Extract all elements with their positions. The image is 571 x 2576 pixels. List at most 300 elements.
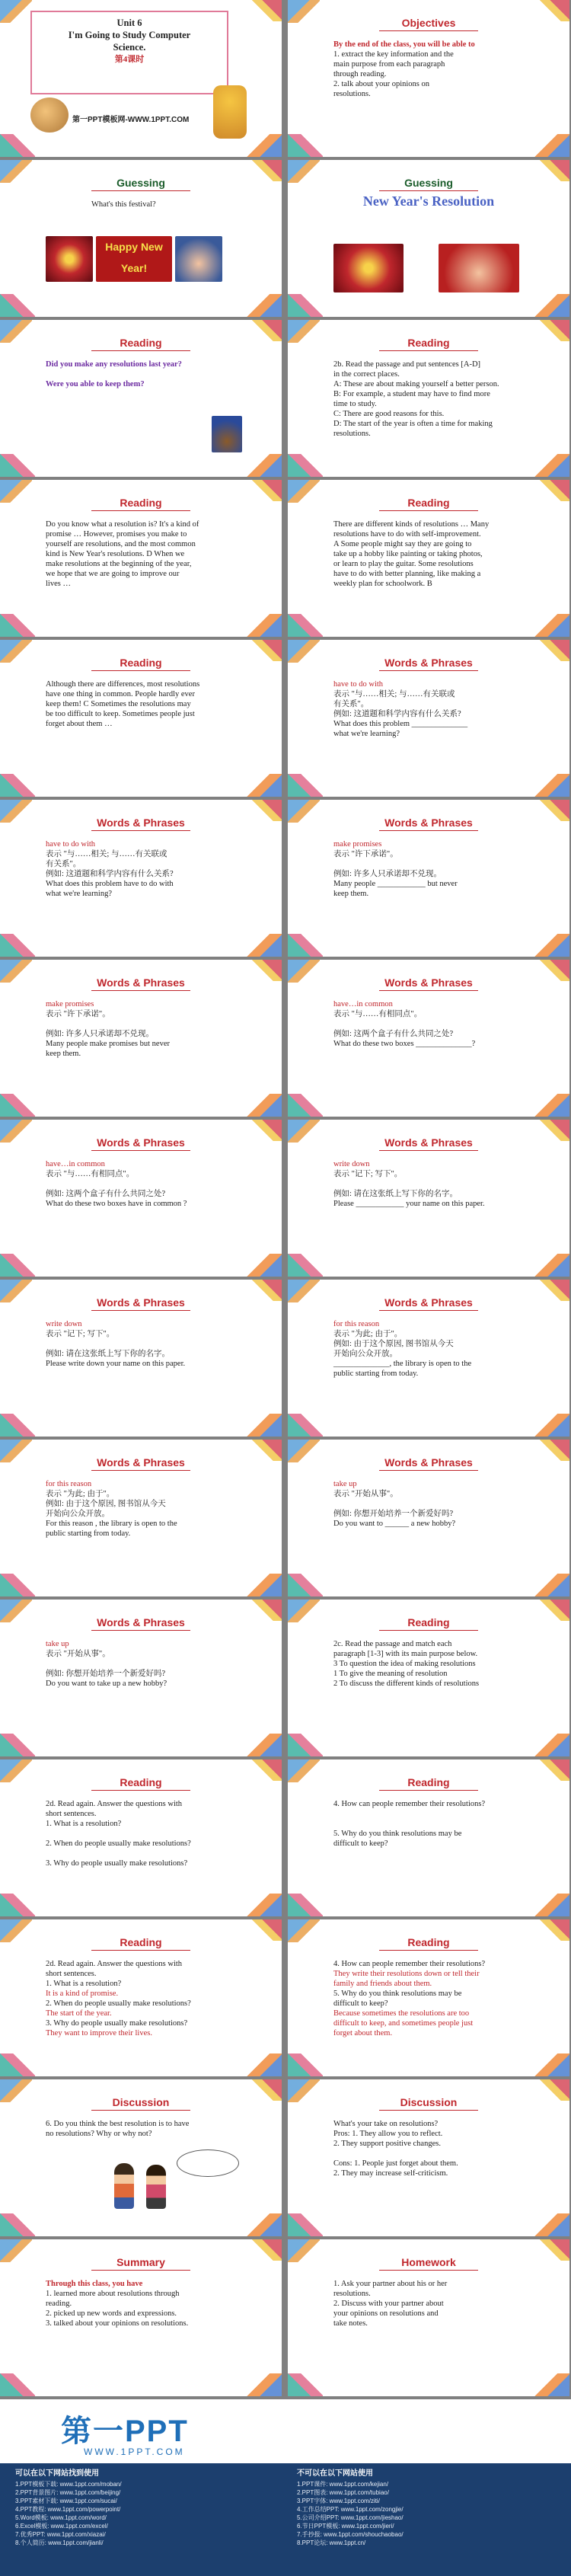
- slide-text-line: Although there are differences, most resolutions: [46, 680, 200, 689]
- slide-text-line: Please write down your name on this paper.: [46, 1360, 186, 1368]
- footer-link[interactable]: 2.PPT背景图片: www.1ppt.com/beijing/: [15, 2489, 121, 2496]
- slide-12[interactable]: [288, 800, 569, 957]
- decor-corner: [0, 454, 35, 477]
- slide-25[interactable]: [0, 1919, 282, 2076]
- footer-link[interactable]: 6.Excel模板: www.1ppt.com/excel/: [15, 2523, 108, 2530]
- decor-corner: [534, 2373, 569, 2396]
- decor-corner: [288, 1894, 323, 1916]
- slide-text-line: have…in common: [333, 1000, 393, 1008]
- slide-text-line: 1. Ask your partner about his or her: [333, 2280, 448, 2288]
- slide-body: [46, 1799, 260, 1868]
- decor-corner: [247, 1094, 282, 1117]
- slide-text-line: 例如: 你想开始培养一个新爱好吗?: [333, 1510, 454, 1518]
- decor-corner: [247, 454, 282, 477]
- slide-text-line: 表示 "许下承诺"。: [46, 1010, 110, 1018]
- decor-corner: [288, 1414, 323, 1437]
- title-underline: [91, 190, 190, 191]
- slide-body: [333, 999, 548, 1049]
- slide-text-line: 表示 "为此; 由于"。: [333, 1330, 403, 1338]
- slide-body: [333, 1799, 548, 1849]
- footer-link[interactable]: 4.工作总结PPT: www.1ppt.com/zongjie/: [297, 2506, 404, 2513]
- title-underline: [379, 350, 478, 351]
- slide-text-line: ______________, the library is open to the: [333, 1360, 472, 1368]
- slide-title: Words & Phrases: [97, 817, 185, 829]
- slide-text-line: forget about them …: [46, 720, 113, 728]
- title-underline: [91, 1630, 190, 1631]
- decor-corner: [0, 2053, 35, 2076]
- slide-text-line: take up: [333, 1480, 357, 1488]
- footer-link[interactable]: 6.节日PPT模板: www.1ppt.com/jieri/: [297, 2523, 394, 2530]
- slide-body: [333, 1959, 548, 2038]
- slide-text-line: [46, 1179, 260, 1189]
- footer-link[interactable]: 8.个人简历: www.1ppt.com/jianli/: [15, 2539, 104, 2546]
- decor-corner: [0, 934, 35, 957]
- slide-title: Words & Phrases: [384, 817, 473, 829]
- slide-text-line: [46, 1339, 260, 1349]
- decor-corner: [0, 294, 35, 317]
- decor-corner: [247, 1414, 282, 1437]
- slide-body: [333, 40, 548, 99]
- slide-title: Words & Phrases: [384, 1296, 473, 1309]
- title-underline: [379, 1790, 478, 1791]
- slide-text-line: resolutions.: [333, 2290, 371, 2298]
- slide-title: Words & Phrases: [384, 1456, 473, 1469]
- slide-9[interactable]: [0, 640, 282, 797]
- footer-link[interactable]: 8.PPT论坛: www.1ppt.cn/: [297, 2539, 366, 2546]
- slide-27[interactable]: [0, 2079, 282, 2236]
- decor-corner: [247, 934, 282, 957]
- slide-body: [46, 2279, 260, 2328]
- slide-text-line: B: For example, a student may have to find more: [333, 390, 490, 398]
- decor-corner: [0, 1094, 35, 1117]
- slide-22[interactable]: [288, 1600, 569, 1756]
- slide-text-line: By the end of the class, you will be able to: [333, 40, 475, 49]
- slide-body: [46, 1159, 260, 1209]
- slide-body: [46, 1959, 260, 2038]
- slide-text-line: 例如: 这两个盒子有什么共同之处?: [46, 1190, 166, 1198]
- slide-text-line: 2d. Read again. Answer the questions with: [46, 1800, 183, 1808]
- slide-text-line: 表示 "与……相关; 与……有关联或: [46, 850, 167, 858]
- slide-text-line: have to do with: [333, 680, 384, 689]
- slide-text-line: 2. talk about your opinions on: [333, 80, 429, 88]
- slide-19[interactable]: [0, 1440, 282, 1596]
- decor-corner: [247, 2213, 282, 2236]
- slide-text-line: Many people ____________ but never: [333, 880, 458, 888]
- slide-text-line: we hope that we are going to improve our: [46, 570, 180, 578]
- decor-corner: [288, 2373, 323, 2396]
- slide-title: Reading: [407, 1936, 450, 1948]
- slide-body: [333, 2279, 548, 2328]
- slide-text-line: keep them.: [333, 890, 369, 898]
- slide-text-line: [46, 369, 260, 379]
- slide-text-line: keep them.: [46, 1050, 81, 1058]
- slide-text-line: 4. How can people remember their resolutions?: [333, 1960, 486, 1968]
- slide-title: Reading: [120, 657, 162, 669]
- decor-corner: [0, 1734, 35, 1756]
- cover-line: Unit 6: [116, 18, 142, 28]
- slide-13[interactable]: [0, 960, 282, 1117]
- cartoon-animals-image: [30, 97, 69, 133]
- title-underline: [91, 830, 190, 831]
- decor-corner: [247, 134, 282, 157]
- slide-text-line: 2 To discuss the different kinds of resolutions: [333, 1680, 480, 1688]
- decor-corner: [251, 0, 282, 21]
- slide-title: Homework: [401, 2256, 456, 2268]
- slide-text-line: C: There are good reasons for this.: [333, 410, 445, 418]
- slide-10[interactable]: [288, 640, 569, 797]
- slide-text-line: Pros: 1. They allow you to reflect.: [333, 2130, 443, 2138]
- decor-corner: [0, 614, 35, 637]
- slide-text-line: 有关系"。: [46, 860, 81, 868]
- slide-text-line: What's your take on resolutions?: [333, 2120, 439, 2128]
- slide-text-line: main purpose from each paragraph: [333, 60, 445, 69]
- slide-text-line: [333, 1809, 548, 1819]
- decor-corner: [288, 454, 323, 477]
- slide-text-line: 3. Why do people usually make resolutions?: [46, 2019, 188, 2028]
- slide-text-line: 表示 "为此; 由于"。: [46, 1490, 115, 1498]
- slide-29[interactable]: [0, 2239, 282, 2396]
- slide-text-line: 表示 "与……相关; 与……有关联或: [333, 690, 455, 698]
- slide-7[interactable]: [0, 480, 282, 637]
- decor-corner: [0, 134, 35, 157]
- slide-text-line: write down: [333, 1160, 370, 1168]
- title-underline: [379, 830, 478, 831]
- cartoon-kids-image: [175, 236, 222, 282]
- slide-17[interactable]: [0, 1280, 282, 1437]
- slide-3[interactable]: [0, 160, 282, 317]
- slide-text-line: [333, 859, 548, 869]
- slide-text-line: 2. When do people usually make resolutions?: [46, 1839, 191, 1848]
- decor-corner: [0, 1574, 35, 1596]
- slide-text-line: 2b. Read the passage and put sentences [A-D]: [333, 360, 481, 369]
- slide-title: Words & Phrases: [97, 1456, 185, 1469]
- slide-16[interactable]: [288, 1120, 569, 1277]
- slide-body: [333, 1479, 548, 1529]
- slide-body: [46, 1319, 260, 1369]
- slide-text-line: [46, 1659, 260, 1669]
- decor-corner: [534, 774, 569, 797]
- slide-23[interactable]: [0, 1759, 282, 1916]
- slide-text-line: Did you make any resolutions last year?: [46, 360, 182, 369]
- slide-text-line: short sentences.: [46, 1810, 97, 1818]
- slide-28[interactable]: [288, 2079, 569, 2236]
- slide-text-line: 表示 "与……有相同点"。: [46, 1170, 135, 1178]
- decor-corner: [247, 1894, 282, 1916]
- slide-text-line: Do you want to take up a new hobby?: [46, 1680, 167, 1688]
- slide-title: Words & Phrases: [97, 976, 185, 989]
- slide-title: Words & Phrases: [384, 1136, 473, 1149]
- slide-text-line: make promises: [46, 1000, 94, 1008]
- slide-body: [46, 679, 260, 729]
- slide-11[interactable]: [0, 800, 282, 957]
- footer-link[interactable]: 7.优秀PPT: www.1ppt.com/xiazai/: [15, 2531, 106, 2538]
- slide-text-line: have to do with: [46, 840, 96, 849]
- slide-text-line: 2. When do people usually make resolutions?: [46, 1999, 191, 2008]
- slide-text-line: public starting from today.: [333, 1369, 419, 1378]
- decor-corner: [247, 2053, 282, 2076]
- slide-text-line: 例如: 你想开始培养一个新爱好吗?: [46, 1670, 166, 1678]
- slide-text-line: have one thing in common. People hardly ever: [46, 690, 195, 698]
- slide-text-line: 1. learned more about resolutions through: [46, 2290, 180, 2298]
- student-boy-image: [114, 2163, 134, 2209]
- slide-text-line: There are different kinds of resolutions … Many: [333, 520, 490, 529]
- slide-text-line: or learn to play the guitar. Some resolutions: [333, 560, 474, 568]
- decor-corner: [288, 2213, 323, 2236]
- slide-text-line: 有关系"。: [333, 700, 369, 708]
- slide-body: [46, 519, 260, 589]
- footer-link[interactable]: 5.Word模板: www.1ppt.com/word/: [15, 2514, 107, 2521]
- slide-1[interactable]: [0, 0, 282, 157]
- decor-corner: [288, 1574, 323, 1596]
- slide-text-line: 表示 "记下; 写下"。: [333, 1170, 403, 1178]
- decor-corner: [247, 2373, 282, 2396]
- slide-title: Reading: [120, 337, 162, 349]
- slide-text-line: 例如: 这道题和科学内容有什么关系?: [46, 870, 174, 878]
- slide-text-line: 2. They may increase self-criticism.: [333, 2169, 448, 2178]
- slide-title: Reading: [407, 497, 450, 509]
- slide-text-line: difficult to keep?: [333, 1999, 388, 2008]
- cartoon-giraffe-image: [213, 85, 247, 139]
- slide-text-line: resolutions.: [333, 430, 371, 438]
- footer-link[interactable]: 1.PPT课件: www.1ppt.com/kejian/: [297, 2481, 389, 2488]
- footer-ad: [0, 2399, 571, 2576]
- slide-text-line: A Some people might say they are going to: [333, 540, 472, 548]
- slide-text-line: have to do with better planning, like making a: [333, 570, 481, 578]
- footer-link[interactable]: 4.PPT教程: www.1ppt.com/powerpoint/: [15, 2506, 121, 2513]
- slide-body: [333, 1319, 548, 1379]
- slide-text-line: They write their resolutions down or tell their: [333, 1970, 480, 1978]
- slide-21[interactable]: [0, 1600, 282, 1756]
- decor-corner: [0, 2373, 35, 2396]
- slide-text-line: 3. Why do people usually make resolutions?: [46, 1859, 188, 1868]
- decor-corner: [288, 1254, 323, 1277]
- slide-title: Words & Phrases: [97, 1616, 185, 1628]
- footer-url[interactable]: WWW.1PPT.COM: [84, 2447, 185, 2457]
- slide-subtitle: New Year's Resolution: [362, 193, 495, 209]
- slide-text-line: Do you want to ______ a new hobby?: [333, 1520, 456, 1528]
- slide-text-line: for this reason: [46, 1480, 92, 1488]
- decor-corner: [534, 294, 569, 317]
- slide-title: Reading: [120, 497, 162, 509]
- slide-text-line: 例如: 许多人只承诺却不兑现。: [46, 1030, 155, 1038]
- slide-text-line: What do these two boxes have in common ?: [46, 1200, 187, 1208]
- slide-title: Words & Phrases: [384, 976, 473, 989]
- decor-corner: [288, 934, 323, 957]
- slide-title: Reading: [407, 1776, 450, 1788]
- slide-text-line: Cons: 1. People just forget about them.: [333, 2159, 458, 2168]
- slide-text-line: 2. They support positive changes.: [333, 2140, 441, 2148]
- footer-right-column: [297, 2469, 556, 2547]
- decor-corner: [247, 1574, 282, 1596]
- title-underline: [91, 670, 190, 671]
- slide-text-line: make resolutions at the beginning of the year,: [46, 560, 192, 568]
- slide-text-line: time to study.: [333, 400, 377, 408]
- footer-link[interactable]: 3.PPT字体: www.1ppt.com/ziti/: [297, 2498, 380, 2504]
- slide-text-line: [333, 1819, 548, 1829]
- slide-body: [333, 2119, 548, 2178]
- slide-18[interactable]: [288, 1280, 569, 1437]
- footer-link[interactable]: 7.手抄报: www.1ppt.com/shouchaobao/: [297, 2531, 404, 2538]
- footer-link[interactable]: 3.PPT素材下载: www.1ppt.com/sucai/: [15, 2498, 117, 2504]
- slide-2[interactable]: [288, 0, 569, 157]
- slide-text-line: Do you know what a resolution is? It's a kind of: [46, 520, 199, 529]
- slide-15[interactable]: [0, 1120, 282, 1277]
- title-underline: [91, 350, 190, 351]
- title-underline: [379, 2110, 478, 2111]
- slide-body: [46, 839, 260, 899]
- decor-corner: [288, 294, 323, 317]
- slide-title: Words & Phrases: [97, 1136, 185, 1149]
- title-underline: [379, 1950, 478, 1951]
- slide-text-line: [333, 1179, 548, 1189]
- slide-text-line: paragraph [1-3] with its main purpose below.: [333, 1650, 478, 1658]
- slide-text-line: be too difficult to keep. Sometimes people just: [46, 710, 195, 718]
- slide-text-line: Many people make promises but never: [46, 1040, 170, 1048]
- decor-corner: [247, 1254, 282, 1277]
- footer-left-heading: 可以在以下网站找到使用: [15, 2469, 99, 2478]
- slide-text-line: 表示 "许下承诺"。: [333, 850, 398, 858]
- slide-body: [333, 679, 548, 739]
- slide-text-line: 6. Do you think the best resolution is to have: [46, 2120, 190, 2128]
- slide-5[interactable]: [0, 320, 282, 477]
- slide-body: [333, 360, 548, 439]
- slide-text-line: kind is New Year's resolutions. D When we: [46, 550, 185, 558]
- decor-corner: [247, 294, 282, 317]
- decor-corner: [288, 1734, 323, 1756]
- slide-24[interactable]: [288, 1759, 569, 1916]
- decor-corner: [288, 2053, 323, 2076]
- slide-30[interactable]: [288, 2239, 569, 2396]
- footer-link[interactable]: 1.PPT模板下载: www.1ppt.com/moban/: [15, 2481, 122, 2488]
- decor-corner: [534, 934, 569, 957]
- slide-text-line: 2d. Read again. Answer the questions with: [46, 1960, 183, 1968]
- footer-link[interactable]: 5.公司介绍PPT: www.1ppt.com/jieshao/: [297, 2514, 404, 2521]
- title-underline: [91, 1790, 190, 1791]
- slide-text-line: in the correct places.: [333, 370, 400, 379]
- title-underline: [379, 1150, 478, 1151]
- new-year-firework-image: [46, 236, 93, 282]
- slide-text-line: 2. picked up new words and expressions.: [46, 2309, 177, 2318]
- slide-text-line: What do these two boxes ______________?: [333, 1040, 476, 1048]
- slide-title: Objectives: [401, 17, 456, 29]
- decor-corner: [534, 2213, 569, 2236]
- cover-line: I'm Going to Study Computer: [68, 30, 191, 40]
- speech-bubble-image: [177, 2149, 239, 2177]
- slide-text-line: [46, 1849, 260, 1858]
- slide-text-line: resolutions.: [333, 90, 371, 98]
- slide-4[interactable]: [288, 160, 569, 317]
- slide-title: Words & Phrases: [384, 657, 473, 669]
- decor-corner: [534, 1894, 569, 1916]
- title-underline: [379, 2270, 478, 2271]
- slide-text-line: 3 To question the idea of making resolutions: [333, 1660, 476, 1668]
- slide-text-line: for this reason: [333, 1320, 380, 1328]
- decor-corner: [288, 1094, 323, 1117]
- slide-title: Reading: [407, 337, 450, 349]
- title-underline: [91, 2270, 190, 2271]
- slide-text-line: promise … However, promises you make to: [46, 530, 187, 539]
- slide-14[interactable]: [288, 960, 569, 1117]
- cover-title-box: [30, 11, 228, 94]
- slide-title: Summary: [116, 2256, 165, 2268]
- slide-text-line: weekly plan for schoolwork. B: [333, 580, 432, 588]
- slide-text-line: lives …: [46, 580, 71, 588]
- title-underline: [91, 990, 190, 991]
- slide-text-line: It is a kind of promise.: [46, 1990, 119, 1998]
- slide-body: [46, 1479, 260, 1539]
- footer-right-heading: 不可以在以下网站使用: [297, 2469, 373, 2478]
- slide-text-line: 5. Why do you think resolutions may be: [333, 1830, 462, 1838]
- cover-line: Science.: [113, 42, 146, 53]
- slide-20[interactable]: [288, 1440, 569, 1596]
- slide-text-line: 1 To give the meaning of resolution: [333, 1670, 448, 1678]
- decor-corner: [534, 454, 569, 477]
- title-underline: [379, 510, 478, 511]
- slide-text-line: Were you able to keep them?: [46, 380, 145, 388]
- slide-text-line: 4. How can people remember their resolutions?: [333, 1800, 486, 1808]
- slide-text-line: For this reason , the library is open to the: [46, 1520, 177, 1528]
- slide-text-line: 1. extract the key information and the: [333, 50, 454, 59]
- slide-body: [91, 200, 260, 209]
- decor-corner: [534, 1414, 569, 1437]
- slide-text-line: 表示 "开始从事"。: [333, 1490, 398, 1498]
- decor-corner: [0, 1254, 35, 1277]
- title-underline: [91, 1150, 190, 1151]
- slide-text-line: family and friends about them.: [333, 1980, 432, 1988]
- decor-corner: [247, 774, 282, 797]
- slide-6[interactable]: [288, 320, 569, 477]
- slide-text-line: 1. What is a resolution?: [46, 1980, 122, 1988]
- decor-corner: [0, 2213, 35, 2236]
- decor-corner: [247, 1734, 282, 1756]
- decor-corner: [288, 774, 323, 797]
- decor-corner: [288, 134, 323, 157]
- slide-body: [46, 1639, 260, 1689]
- slide-text-line: Please ____________ your name on this paper.: [333, 1200, 485, 1208]
- slide-text-line: yourself are resolutions, and the most common: [46, 540, 196, 548]
- slide-text-line: resolutions have to do with self-improvement.: [333, 530, 481, 539]
- slide-text-line: your opinions on resolutions and: [333, 2309, 439, 2318]
- slide-text-line: [333, 1019, 548, 1029]
- slide-text-line: What does this problem have to do with: [46, 880, 174, 888]
- decor-corner: [534, 614, 569, 637]
- title-underline: [91, 2110, 190, 2111]
- slide-text-line: write down: [46, 1320, 82, 1328]
- decor-corner: [534, 1254, 569, 1277]
- slide-text-line: What's this festival?: [91, 200, 156, 209]
- title-underline: [91, 1950, 190, 1951]
- slide-text-line: forget about them.: [333, 2029, 393, 2037]
- slide-text-line: difficult to keep?: [333, 1839, 388, 1848]
- footer-link[interactable]: 2.PPT图表: www.1ppt.com/tubiao/: [297, 2489, 389, 2496]
- slide-text-line: take up a hobby like painting or taking photos,: [333, 550, 483, 558]
- slide-text-line: 开始向公众开放。: [333, 1350, 397, 1358]
- title-underline: [379, 1630, 478, 1631]
- slide-text-line: 2c. Read the passage and match each: [333, 1640, 452, 1648]
- slide-text-line: 表示 "与……有相同点"。: [333, 1010, 423, 1018]
- slide-8[interactable]: [288, 480, 569, 637]
- title-underline: [91, 1470, 190, 1471]
- slide-body: [333, 519, 548, 589]
- decor-corner: [0, 0, 32, 23]
- title-underline: [379, 190, 478, 191]
- slide-title: Reading: [120, 1936, 162, 1948]
- slide-text-line: 表示 "记下; 写下"。: [46, 1330, 115, 1338]
- slide-26[interactable]: [288, 1919, 569, 2076]
- slide-text-line: 1. What is a resolution?: [46, 1820, 122, 1828]
- cover-line: 第4课时: [114, 55, 145, 64]
- slide-title: Discussion: [400, 2096, 458, 2108]
